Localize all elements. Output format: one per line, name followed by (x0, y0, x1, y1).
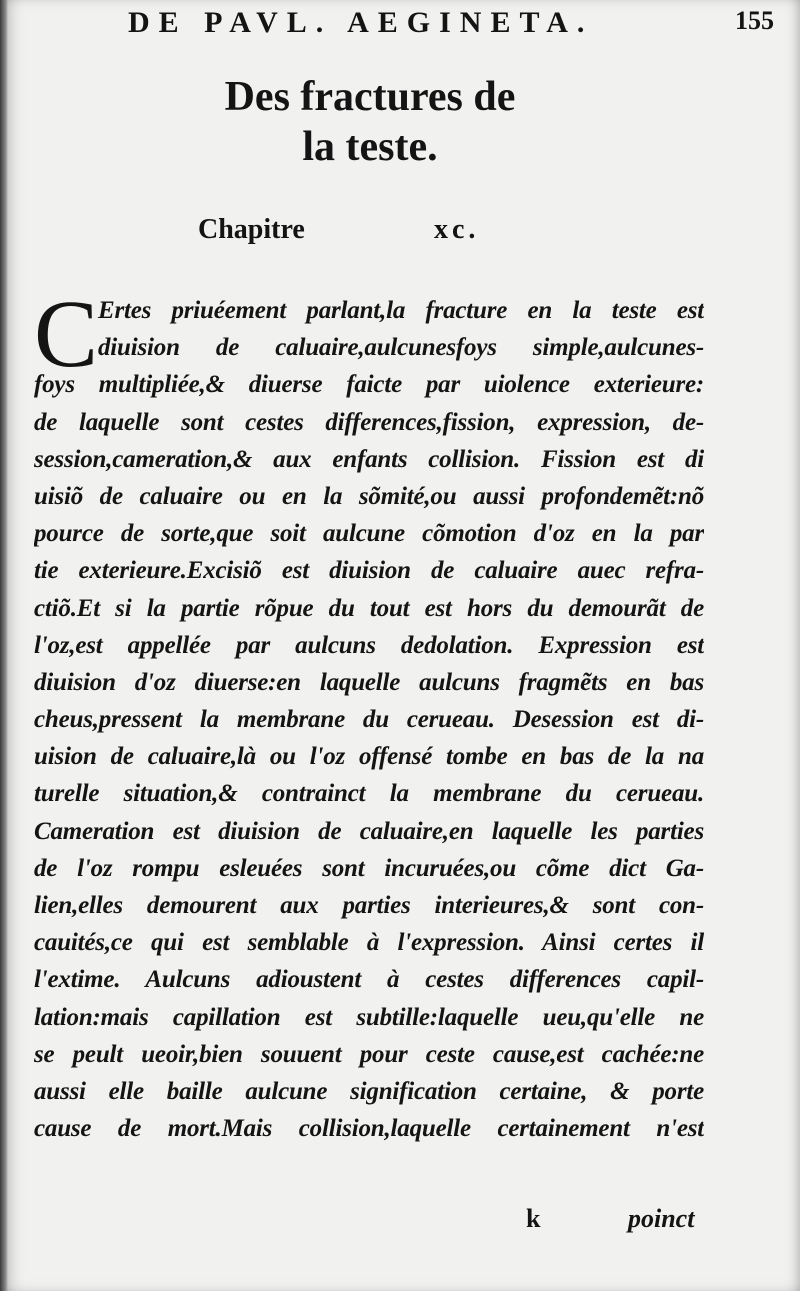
chapter-title-line-1: Des fractures de (224, 74, 516, 120)
drop-cap-initial: C (34, 280, 99, 387)
text-line: de l'oz rompu esleuées sont incuruées,ou cõme dict Ga- (34, 854, 704, 882)
page-number: 155 (735, 6, 774, 35)
text-line: Cameration est diuision de caluaire,en laquelle les parties (34, 817, 704, 845)
body-text (34, 280, 704, 1147)
text-line: diuision d'oz diuerse:en laquelle aulcuns fragmẽts en bas (34, 668, 704, 696)
text-line: lien,elles demourent aux parties interieures,& sont con- (34, 892, 704, 919)
text-line: cauités,ce qui est semblable à l'expression. Ainsi certes il (34, 929, 704, 957)
text-line: aussi elle baille aulcune signification certaine, & porte (34, 1077, 704, 1105)
text-line: l'extime. Aulcuns adioustent à cestes differences capil- (34, 966, 704, 994)
gutter-shadow (0, 0, 8, 1291)
text-line: de laquelle sont cestes differences,fission, expression, de- (34, 408, 704, 436)
text-line: pource de sorte,que soit aulcune cõmotion d'oz en la par (34, 520, 704, 548)
chapter-title-line-2: la teste. (302, 124, 438, 170)
text-line: lation:mais capillation est subtille:laquelle ueu,qu'elle ne (34, 1003, 704, 1031)
signature-mark: k (526, 1204, 541, 1233)
text-line: tie exterieure.Excisiõ est diuision de caluaire auec refra- (34, 557, 704, 585)
chapter-number: xc. (434, 214, 480, 245)
text-line: diuision de caluaire,aulcunesfoys simple,aulcunes- (98, 334, 704, 362)
text-line: ctiõ.Et si la partie rõpue du tout est hors du demourãt de (34, 594, 704, 622)
text-line: turelle situation,& contrainct la membrane du cerueau. (34, 780, 704, 808)
text-line: se peult ueoir,bien souuent pour ceste cause,est cachée:ne (34, 1040, 704, 1068)
text-line: cause de mort.Mais collision,laquelle certainement n'est (34, 1115, 704, 1143)
running-head: DE PAVL. AEGINETA. (128, 6, 594, 39)
text-line: cheus,pressent la membrane du cerueau. Desession est di- (34, 706, 704, 734)
text-line: Ertes priuéement parlant,la fracture en la teste est (98, 297, 704, 324)
text-line: uision de caluaire,là ou l'oz offensé tombe en bas de la na (34, 743, 704, 771)
text-line: foys multipliée,& diuerse faicte par uiolence exterieure: (34, 371, 704, 399)
text-line: l'oz,est appellée par aulcuns dedolation. Expression est (34, 631, 704, 659)
chapter-title (180, 72, 560, 172)
chapter-label: Chapitre (198, 214, 305, 245)
text-line: uisiõ de caluaire ou en la sõmité,ou aussi profondemẽt:nõ (34, 482, 704, 510)
text-line: session,cameration,& aux enfants collision. Fission est di (34, 445, 704, 473)
catchword: poinct (628, 1204, 695, 1233)
